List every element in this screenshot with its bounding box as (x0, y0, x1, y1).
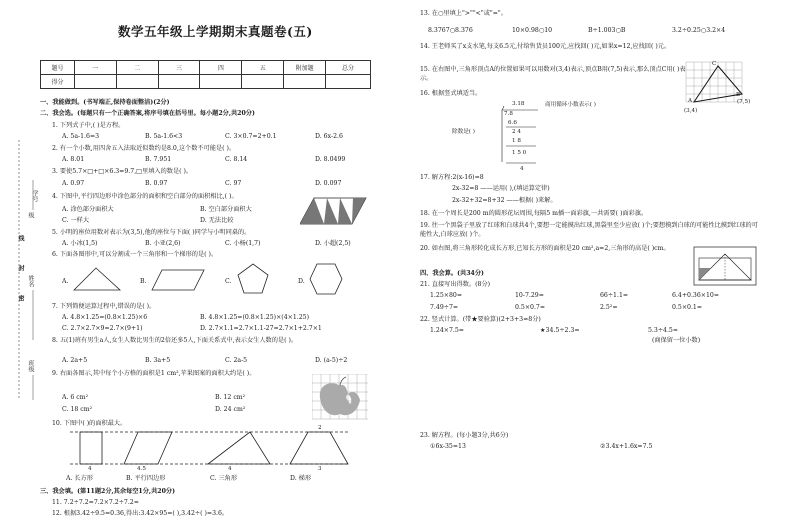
q16-note-quotient: 商用循环小数表示( ) (545, 102, 596, 108)
q10-option-a[interactable]: A. 长方形 (66, 475, 93, 482)
q6-option-c[interactable]: C. (225, 278, 232, 285)
q16-division-row: 6.6 (508, 120, 517, 126)
q7-option-c[interactable]: C. 2.7×2.7×9=2.7×(9+1) (62, 325, 143, 332)
q9-option-c[interactable]: C. 18 cm² (62, 406, 93, 413)
question-23: 23. 解方程。(每小题3分,共6分) (420, 432, 509, 439)
q16-note-divisor: 除数是( ) (452, 129, 475, 135)
side-label-xian: 线 (17, 235, 24, 241)
long-division-lines (496, 106, 542, 172)
section-heading: 一、我能做到。(书写端正,保持卷面整洁)(2分) (40, 99, 170, 106)
question-4: 4. 下图中,平行四边形中涂色部分的面积和空白部分的面积相比,( )。 (52, 193, 238, 200)
question-8: 8. 五(1)班有男生a人,女生人数比男生的2倍还多5人,下面关系式中,表示女生人数的是( )。 (52, 337, 298, 344)
section-heading: 四、我会算。(共34分) (420, 270, 484, 277)
q22-item[interactable]: 1.24×7.5= (430, 327, 464, 334)
question-19: 19. 往一个黑袋子里放了红球和白球共4个,要想一定能摸出红球,黑袋里至少应放( )个;要想摸到白球的可能性比摸到红球的可能性大,白球应放( )个。 (420, 222, 758, 238)
score-cell[interactable] (200, 75, 242, 89)
q22-item[interactable]: ★34.5÷2.3= (540, 327, 580, 334)
q21-item[interactable]: 66÷1.1= (600, 292, 629, 299)
q21-item[interactable]: 1.25×80= (430, 292, 463, 299)
triangle-to-rectangle-figure (693, 246, 757, 286)
question-5: 5. 小明的座位用数对表示为(3,5),他的座位与下面( )同学与小明同桌的。 (52, 229, 251, 236)
question-9: 9. 右面各图示,其中每个小方格的面积是1 cm²,苹果图案的面积大约是( )。 (52, 370, 256, 377)
q21-item[interactable]: 6.4+0.36×10= (672, 292, 720, 299)
score-header-cell: 三 (158, 61, 200, 75)
q10-label-d-top: 2 (318, 425, 322, 431)
q21-item[interactable]: 2.5²= (600, 304, 618, 311)
q4-option-d[interactable]: D. 无法比较 (200, 217, 234, 224)
score-cell[interactable] (326, 75, 371, 89)
q22-item[interactable]: 5.3÷4.5≈ (648, 327, 679, 334)
q23-item[interactable]: ①6x-35=13 (430, 443, 466, 450)
grid-label-c: C (712, 61, 717, 67)
q10-option-d[interactable]: D. 梯形 (290, 475, 312, 482)
section-heading: 三、我会填。(第11题2分,其余每空1分,共20分) (40, 488, 175, 495)
question-20: 20. 如右图,将三角形转化成长方形,已知长方形的面积是20 cm²,a=2,三角形的高是( )cm。 (420, 245, 670, 252)
shape-triangle (72, 264, 124, 294)
shape-pentagon (236, 262, 270, 296)
side-label-banji: 班级 (27, 360, 34, 372)
parallelogram-figure (300, 196, 368, 228)
question-22: 22. 竖式计算。(带★要验算)(2+3+3=8分) (420, 316, 541, 323)
q2-option-c[interactable]: C. 8.14 (225, 156, 248, 163)
question-3: 3. 要使5.7×□+□×6.3=9.7,□里填入的数是( )。 (52, 168, 193, 175)
q1-option-c[interactable]: C. 3×0.7=2+0.1 (225, 133, 277, 140)
q9-option-b[interactable]: B. 12 cm² (215, 394, 246, 401)
grid-label-coord-a: (3,4) (684, 108, 698, 114)
q2-option-a[interactable]: A. 8.01 (62, 156, 85, 163)
score-header-cell: 题号 (41, 61, 75, 75)
q7-option-d[interactable]: D. 2.7×1.1=2.7×1.1-27=2.7×1+2.7×1 (200, 325, 322, 332)
q8-option-a[interactable]: A. 2a+5 (62, 357, 88, 364)
q23-item[interactable]: ②3.4x+1.6x=7.5 (600, 443, 653, 450)
q3-option-b[interactable]: B. 0.97 (145, 180, 168, 187)
q1-option-d[interactable]: D. 6x-2.6 (315, 133, 343, 140)
q10-option-c[interactable]: C. 三角形 (210, 475, 238, 482)
q17-step-2: 2x-32+32=8+32 ——根据( )来解。 (452, 197, 557, 204)
page-title: 数学五年级上学期期末真题卷(五) (118, 24, 313, 39)
q10-label-d-bottom: 3 (318, 466, 322, 472)
q16-division-row: 3.18 (512, 101, 525, 107)
question-11: 11. 7.2÷7.2=7.2×7.2÷7.2= (52, 499, 139, 506)
q13-item-4[interactable]: 3.2÷0.25○3.2×4 (672, 27, 726, 34)
score-table-header-row (41, 61, 371, 75)
question-18: 18. 在一个周长是200 m的圆形花坛周围,每隔5 m插一面彩旗,一共需要( )面彩旗。 (420, 210, 648, 217)
q13-item-1[interactable]: 8.3767○8.376 (428, 27, 473, 34)
question-15: 15. 在右图中,三角形顶点A的位置如果可以用数对(3,4)表示,顶点B用(7,5)表示,那么顶点C用( )表示。 (420, 66, 686, 82)
q6-option-b[interactable]: B. (140, 278, 147, 285)
grid-label-b: B (736, 92, 741, 98)
q16-division-row: 2 4 (512, 129, 521, 135)
question-13: 13. 在○里填上">""<"或"="。 (420, 10, 507, 17)
q21-item[interactable]: 0.5×0.1= (672, 304, 703, 311)
q10-option-b[interactable]: B. 平行四边形 (126, 475, 166, 482)
score-table (40, 60, 371, 89)
score-header-cell: 二 (116, 61, 158, 75)
q3-option-c[interactable]: C. 97 (225, 180, 242, 187)
q4-option-b[interactable]: B. 空白部分面积大 (200, 206, 252, 213)
q16-division-row: 1 8 (512, 138, 521, 144)
q10-label-b: 4.5 (137, 466, 146, 472)
q6-option-d[interactable]: D. (298, 278, 305, 285)
q13-item-2[interactable]: 10×0.98○10 (512, 27, 553, 34)
q5-option-c[interactable]: C. 小杨(1,7) (225, 240, 261, 247)
score-header-cell: 一 (74, 61, 116, 75)
score-cell[interactable] (284, 75, 326, 89)
question-16: 16. 根据竖式填适当。 (420, 90, 482, 97)
q8-option-b[interactable]: B. 3a+5 (145, 357, 171, 364)
q3-option-a[interactable]: A. 0.97 (62, 180, 85, 187)
grid-label-a: A (688, 98, 693, 104)
q9-option-d[interactable]: D. 24 cm² (215, 406, 246, 413)
q5-option-a[interactable]: A. 小冰(1,5) (62, 240, 98, 247)
q7-option-b[interactable]: B. 4.8×1.25=(0.8×1.25)×(4×1.25) (200, 314, 310, 321)
side-label-ji: 级 (27, 212, 34, 218)
side-label-mi: 密 (17, 295, 24, 301)
q22-note: (商保留一位小数) (652, 337, 701, 344)
q16-division-row: 4 (520, 166, 524, 172)
question-7: 7. 下列简便运算过程中,错误的是( )。 (52, 303, 156, 310)
question-17: 17. 解方程:2(x-16)=8 (420, 174, 484, 181)
side-label-feng: 封 (17, 265, 24, 271)
question-14: 14. 王老师买了x支水笔,每支6.5元,付给售货员100元,应找回( )元,如果x=12,应找回( )元。 (420, 43, 671, 50)
q10-label-a: 4 (88, 466, 92, 472)
q4-option-a[interactable]: A. 涂色部分面积大 (62, 206, 114, 213)
score-table-score-row (41, 75, 371, 89)
question-21: 21. 直接写出得数。(8分) (420, 281, 491, 288)
grid-label-coord-b: (7,5) (737, 99, 751, 105)
q5-option-d[interactable]: D. 小超(2,5) (315, 240, 351, 247)
shape-parallelogram (150, 266, 206, 294)
section-heading: 二、我会选。(每题只有一个正确答案,将序号填在括号里。每小题2分,共20分) (40, 110, 255, 117)
q21-item[interactable]: 7.49÷7= (430, 304, 459, 311)
score-cell[interactable] (116, 75, 158, 89)
q10-shapes-figure (60, 424, 372, 474)
q9-option-a[interactable]: A. 6 cm² (62, 394, 89, 401)
question-2: 2. 有一个小数,用四舍五入法取近似数约是8.0,这个数不可能是( )。 (52, 145, 236, 152)
side-label-xuehao: 学号 (31, 190, 38, 202)
shape-hexagon (308, 262, 344, 296)
score-cell[interactable] (242, 75, 284, 89)
q3-option-d[interactable]: D. 0.097 (315, 180, 342, 187)
q21-item[interactable]: 10-7.29= (515, 292, 544, 299)
q7-option-a[interactable]: A. 4.8×1.25=(0.8×1.25)×6 (62, 314, 148, 321)
q8-option-d[interactable]: D. (a-5)÷2 (315, 357, 348, 364)
apple-grid-figure (312, 374, 368, 420)
side-label-xingming: 姓名 (27, 275, 34, 287)
score-header-cell: 五 (242, 61, 284, 75)
q2-option-d[interactable]: D. 8.0499 (315, 156, 346, 163)
score-row-label: 得分 (41, 75, 75, 89)
score-cell[interactable] (74, 75, 116, 89)
q10-label-c: 4 (228, 466, 232, 472)
score-header-cell: 四 (200, 61, 242, 75)
question-1: 1. 下列式子中,( )是方程。 (52, 122, 125, 129)
question-10: 10. 下图中( )的面积最大。 (52, 420, 127, 427)
q21-item[interactable]: 0.5×0.7= (515, 304, 546, 311)
q2-option-b[interactable]: B. 7.951 (145, 156, 172, 163)
score-header-cell: 总分 (326, 61, 371, 75)
q4-option-c[interactable]: C. 一样大 (62, 217, 90, 224)
q1-option-a[interactable]: A. 5a-1.6=3 (62, 133, 100, 140)
question-6: 6. 下面各图形中,可以分割成一个三角形和一个梯形的是( )。 (52, 251, 218, 258)
q8-option-c[interactable]: C. 2a-5 (225, 357, 248, 364)
binding-dashed-lines (0, 0, 40, 526)
q13-item-3[interactable]: B÷1.003○B (588, 27, 626, 34)
question-12: 12. 根据3.42÷9.5=0.36,得出:3.42×95=( ),3.42÷( )=3.6。 (52, 510, 229, 517)
q6-option-a[interactable]: A. (62, 278, 69, 285)
score-cell[interactable] (158, 75, 200, 89)
q16-division-row: 7.8 (504, 111, 513, 117)
q1-option-b[interactable]: B. 5a-1.6<3 (145, 133, 183, 140)
q5-option-b[interactable]: B. 小亚(2,6) (145, 240, 181, 247)
q16-division-row: 1 5 0 (512, 150, 527, 156)
score-header-cell: 附加题 (284, 61, 326, 75)
q17-step-1: 2x-32=8 ——运用( ),(填运算定律) (452, 185, 550, 192)
